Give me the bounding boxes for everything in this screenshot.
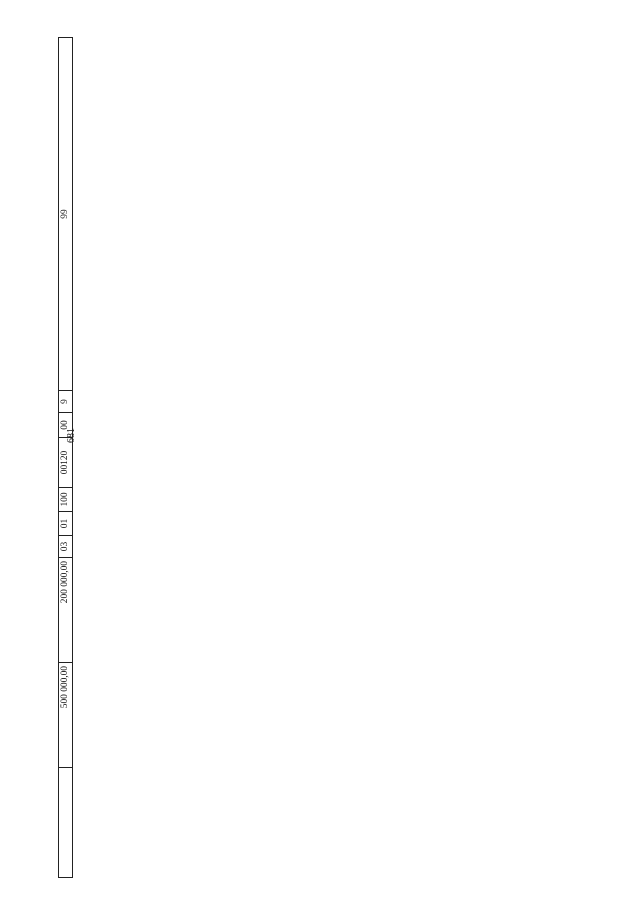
rotated-page-content	[58, 38, 583, 878]
code-cell: 100	[59, 488, 73, 512]
code-cell: 9	[59, 391, 73, 413]
amount-cell	[59, 768, 73, 878]
code-cell: 01	[59, 512, 73, 536]
page-number: 681	[66, 428, 77, 443]
amount-cell: 200 000,00	[59, 558, 73, 663]
amount-cell: 500 000,00	[59, 663, 73, 768]
budget-table	[58, 37, 73, 878]
code-cell: 00	[59, 413, 73, 438]
code-cell: 00120	[59, 438, 73, 488]
code-cell: 99	[59, 38, 73, 391]
table-row	[59, 38, 73, 878]
code-cell: 03	[59, 536, 73, 558]
